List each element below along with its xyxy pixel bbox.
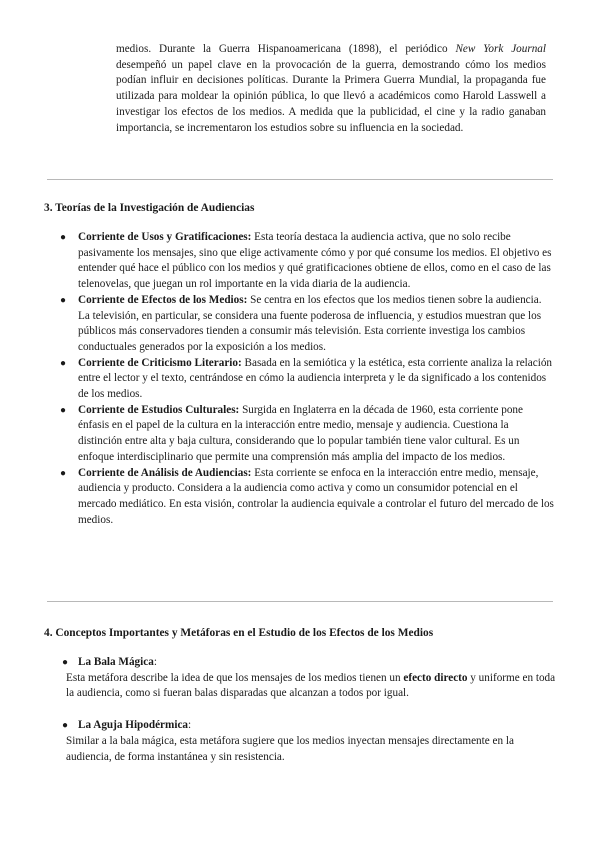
section4-list: [62, 655, 557, 765]
section3-heading: 3. Teorías de la Investigación de Audiencias: [44, 202, 255, 214]
intro-paragraph: [116, 42, 546, 136]
list-item-term: Corriente de Criticismo Literario:: [78, 356, 242, 369]
intro-text-end: desempeñó un papel clave en la provocación de la guerra, demostrando cómo los medios podían influir en decisiones políticas. Durante la Primera Guerra Mundial, la propaganda fue utilizada para moldear la opinión pública, lo que llevó a académicos como Harold Lasswell a investigar los efectos de los medios. A medida que la publicidad, el cine y la radio ganaban importancia, se incrementaron los estudios sobre su influencia en la sociedad.: [116, 58, 546, 134]
list-item: [62, 655, 557, 702]
list-item: [60, 403, 555, 466]
list-item-term: Corriente de Usos y Gratificaciones:: [78, 231, 252, 243]
list-item-text: Basada en la semiótica y la estética, esta corriente analiza la relación entre el lector y el texto, centrándose en cómo la audiencia interpreta y le da significado a los contenidos de los medios.: [78, 356, 553, 401]
section-divider-1: [47, 179, 553, 180]
section-divider-2: [47, 601, 553, 602]
list-item: [60, 230, 555, 293]
intro-text-start: medios. Durante la Guerra Hispanoamericana (1898), el periódico: [116, 43, 456, 55]
list-item-term: Corriente de Análisis de Audiencias:: [78, 466, 252, 479]
concept-title: [78, 655, 557, 671]
concept-title: [78, 718, 557, 734]
bullet-icon: ●: [60, 232, 67, 243]
concept-desc-end: y uniforme en toda la audiencia, como si fueran balas disparadas que alcanzan a todos por igual.: [66, 671, 556, 700]
concept-colon: :: [153, 656, 157, 668]
bullet-icon: ●: [60, 404, 67, 416]
list-item: [60, 466, 555, 529]
list-item-text: Surgida en Inglaterra en la década de 1960, esta corriente pone énfasis en el papel de la cultura en la interacción entre medio, mensaje y audiencia. Cuestiona la distinción entre alta y baja cultura, considerando que lo popular también tiene valor cultural. Es un enfoque interdisciplinario que permite una comprensión más amplia del impacto de los medios.: [78, 403, 523, 463]
list-item-term: Corriente de Estudios Culturales:: [78, 403, 240, 416]
concept-description: [62, 671, 557, 702]
bullet-icon: ●: [62, 720, 69, 732]
bullet-icon: ●: [60, 294, 67, 306]
bullet-icon: ●: [62, 657, 69, 668]
bullet-icon: ●: [60, 467, 67, 479]
concept-desc-start: Esta metáfora describe la idea de que los mensajes de los medios tienen un: [66, 671, 404, 684]
concept-colon: :: [188, 719, 192, 732]
concept-description: [62, 734, 557, 765]
list-item-text: Esta teoría destaca la audiencia activa, que no solo recibe pasivamente los mensajes, sino que elige activamente cómo y por qué consume los medios. El objetivo es entender qué hace el público con los medios y qué gratificaciones obtiene de ellos, como en el caso de las telenovelas, que juegan un rol importante en la vida diaria de la audiencia.: [78, 231, 552, 291]
concept-desc-start: Similar a la bala mágica, esta metáfora sugiere que los medios inyectan mensajes directamente en la audiencia, de forma instantánea y sin resistencia.: [66, 734, 514, 763]
concept-term: La Aguja Hipodérmica: [78, 719, 189, 732]
concept-desc-bold: efecto directo: [403, 671, 468, 684]
list-item: [62, 718, 557, 765]
concept-term: La Bala Mágica: [78, 656, 154, 668]
list-item-text: Se centra en los efectos que los medios tienen sobre la audiencia. La televisión, en particular, se considera una fuente poderosa de influencia, y estudios muestran que los públicos más conservadores tienden a consumir más televisión. Esta corriente investiga los cambios conductuales generados por la exposición a los medios.: [78, 293, 542, 353]
newspaper-title: New York Journal: [455, 43, 546, 55]
section4-heading: 4. Conceptos Importantes y Metáforas en el Estudio de los Efectos de los Medios: [44, 627, 434, 639]
list-item-text: Esta corriente se enfoca en la interacción entre medio, mensaje, audiencia y producto. Considera a la audiencia como activa y como un consumidor potencial en el mercado mediático. En esta visión, controlar la audiencia equivale a controlar el futuro del mercado de los medios.: [78, 466, 554, 526]
bullet-icon: ●: [60, 357, 67, 369]
list-item-term: Corriente de Efectos de los Medios:: [78, 293, 248, 306]
section3-list: [60, 230, 555, 528]
list-item: [60, 356, 555, 403]
list-item: [60, 293, 555, 356]
